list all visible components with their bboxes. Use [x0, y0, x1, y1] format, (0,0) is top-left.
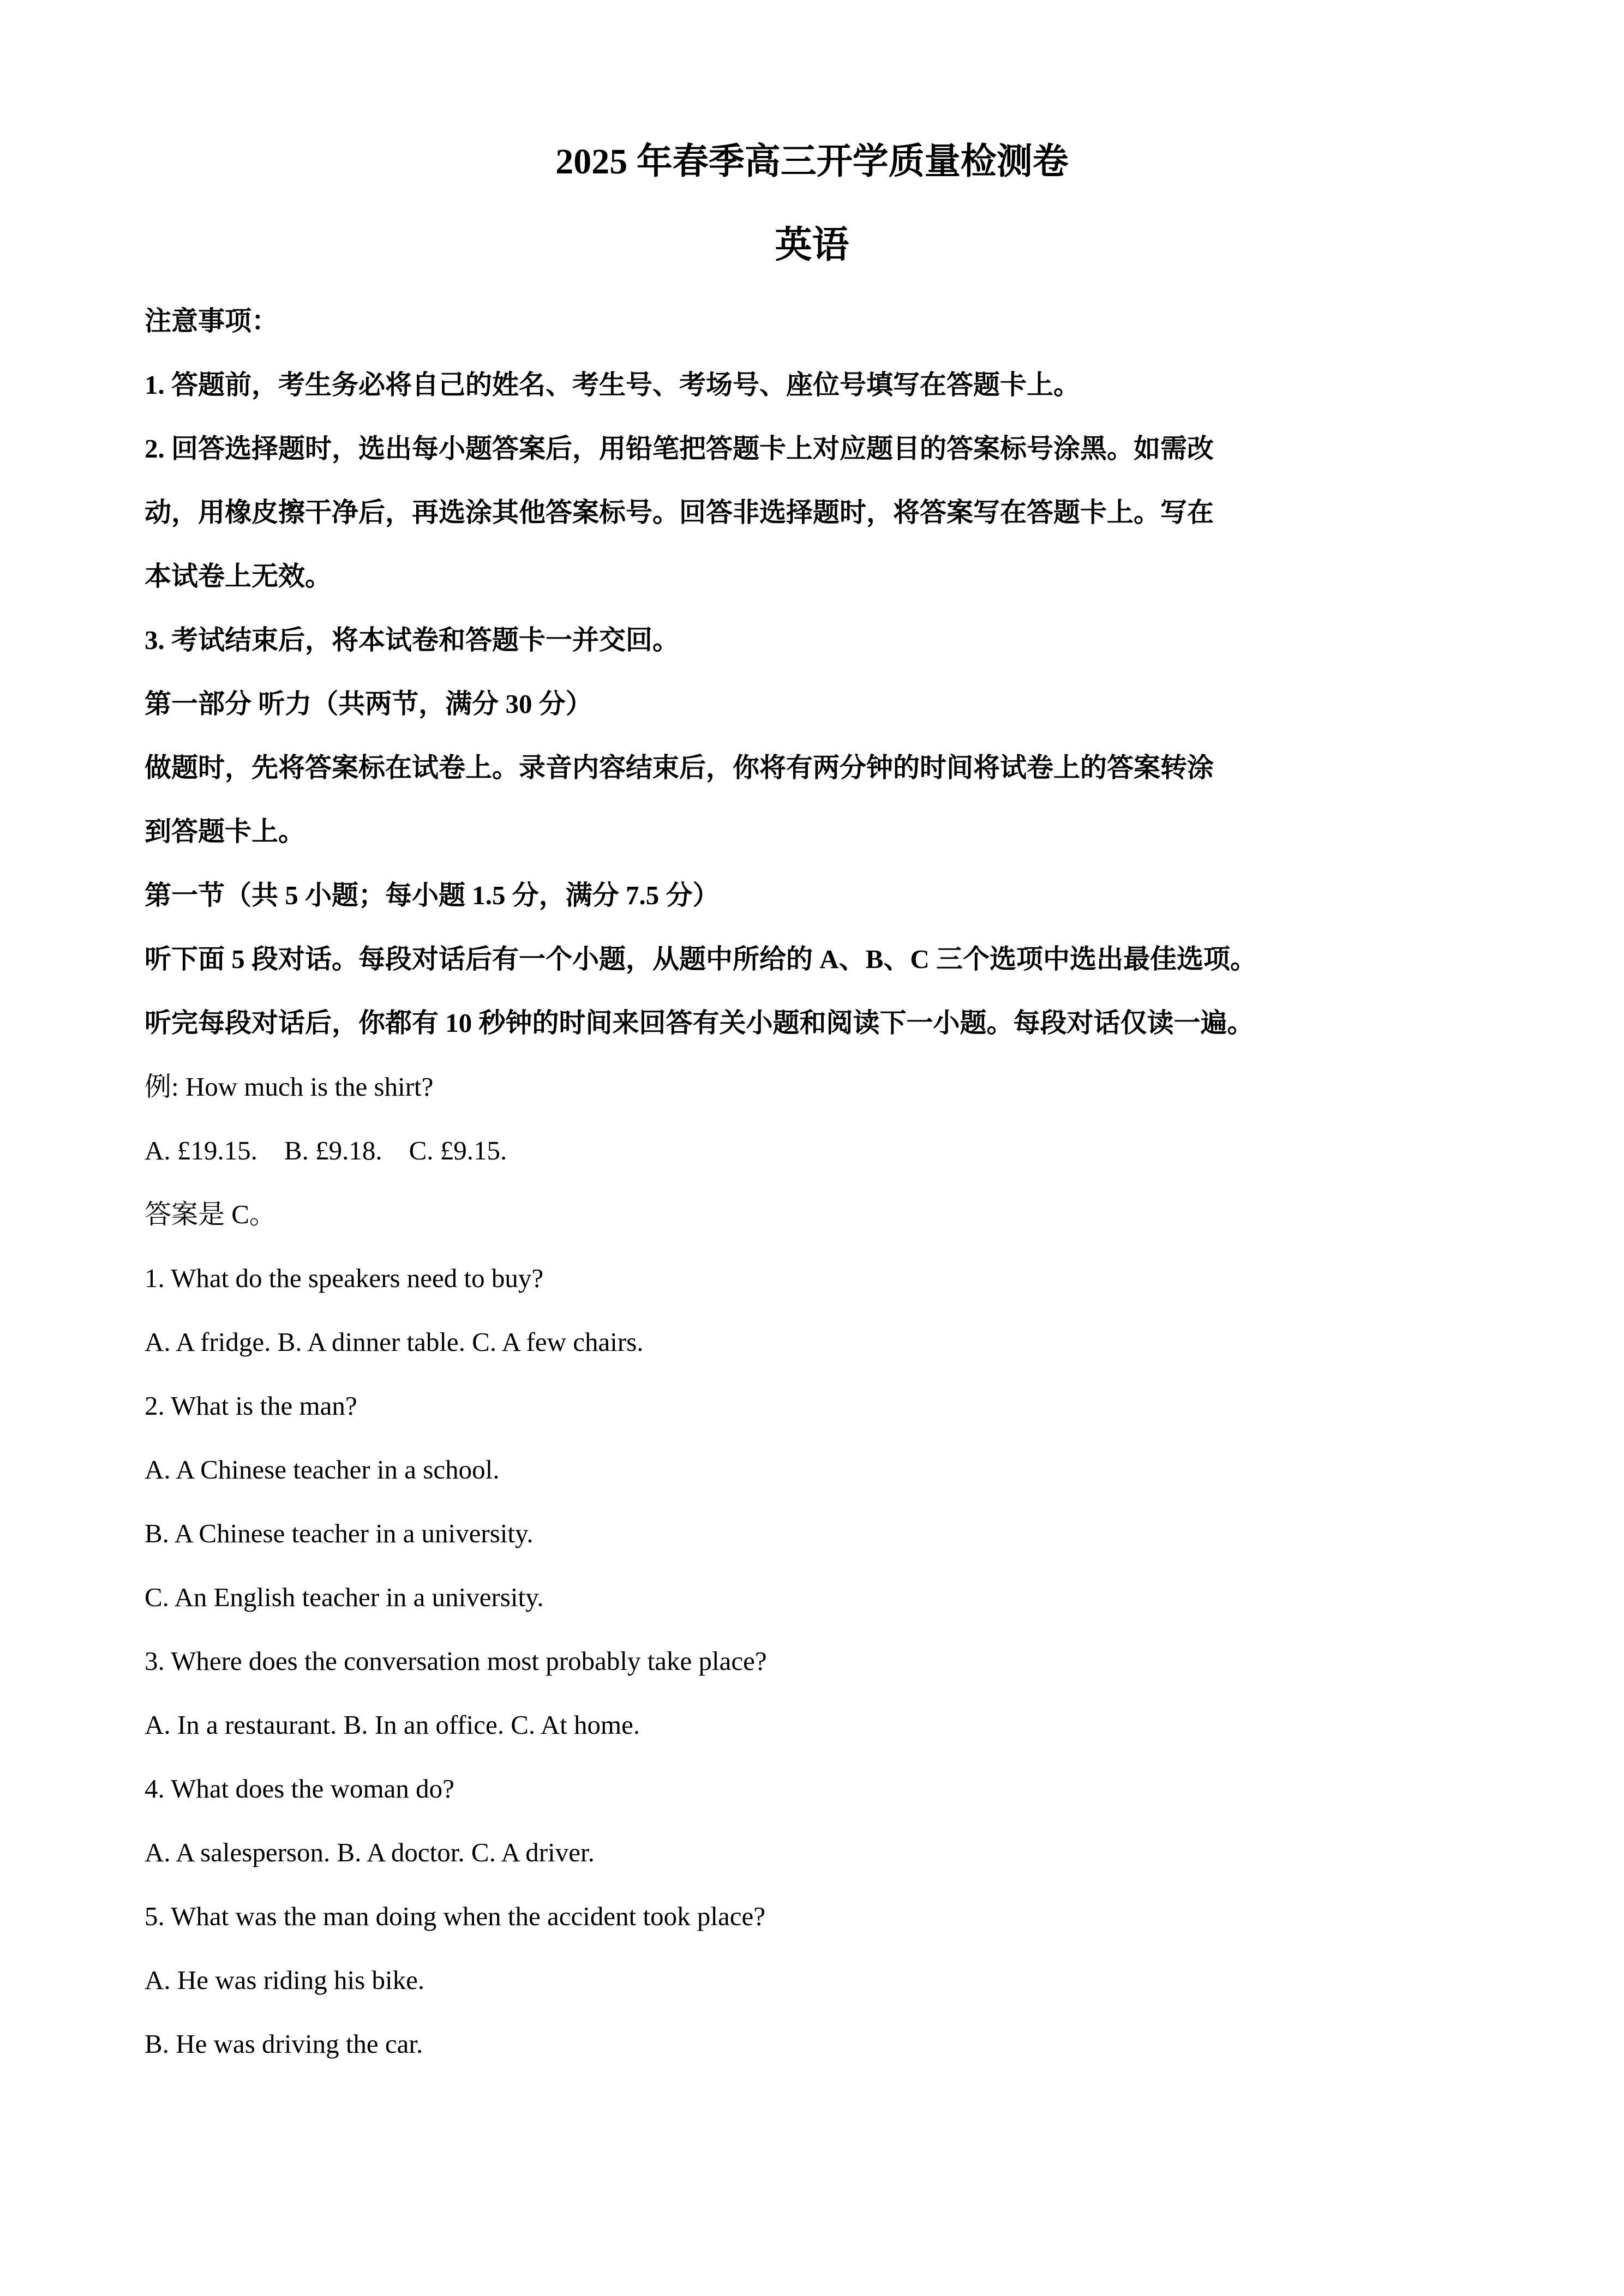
exam-subject: 英语 — [775, 224, 849, 266]
question-5: 5. What was the man doing when the accident took place? — [145, 1901, 765, 1931]
example-question: 例: How much is the shirt? — [145, 1072, 434, 1102]
section1-instructions-line-1: 听下面 5 段对话。每段对话后有一个小题，从题中所给的 A、B、C 三个选项中选出最佳选项。 — [145, 944, 1257, 974]
part1-instructions-line-2: 到答题卡上。 — [145, 816, 305, 846]
question-2-option-a: A. A Chinese teacher in a school. — [145, 1454, 500, 1484]
question-1-options: A. A fridge. B. A dinner table. C. A few chairs. — [145, 1327, 644, 1357]
exam-title: 2025 年春季高三开学质量检测卷 — [555, 142, 1069, 182]
part1-instructions-line-1: 做题时，先将答案标在试卷上。录音内容结束后，你将有两分钟的时间将试卷上的答案转涂 — [145, 753, 1214, 783]
section1-instructions-line-2: 听完每段对话后，你都有 10 秒钟的时间来回答有关小题和阅读下一小题。每段对话仅读一遍。 — [145, 1008, 1254, 1038]
part1-heading: 第一部分 听力（共两节，满分 30 分） — [145, 689, 592, 719]
question-5-option-a: A. He was riding his bike. — [145, 1965, 425, 1995]
example-options: A. £19.15. B. £9.18. C. £9.15. — [145, 1135, 507, 1165]
notice-1: 1. 答题前，考生务必将自己的姓名、考生号、考场号、座位号填写在答题卡上。 — [145, 370, 1081, 400]
example-answer: 答案是 C。 — [145, 1199, 276, 1229]
question-3: 3. Where does the conversation most probably take place? — [145, 1646, 767, 1676]
notice-2-line-1: 2. 回答选择题时，选出每小题答案后，用铅笔把答题卡上对应题目的答案标号涂黑。如需改 — [145, 434, 1214, 464]
question-2-option-b: B. A Chinese teacher in a university. — [145, 1518, 534, 1548]
exam-body — [145, 289, 1493, 2076]
question-3-options: A. In a restaurant. B. In an office. C. At home. — [145, 1710, 640, 1740]
question-5-option-b: B. He was driving the car. — [145, 2029, 423, 2059]
section1-heading: 第一节（共 5 小题；每小题 1.5 分，满分 7.5 分） — [145, 880, 720, 910]
question-1: 1. What do the speakers need to buy? — [145, 1263, 544, 1293]
question-4-options: A. A salesperson. B. A doctor. C. A driver. — [145, 1837, 595, 1867]
notices-heading: 注意事项： — [145, 306, 279, 336]
notice-2-line-2: 动，用橡皮擦干净后，再选涂其他答案标号。回答非选择题时，将答案写在答题卡上。写在 — [145, 497, 1214, 527]
question-2-option-c: C. An English teacher in a university. — [145, 1582, 544, 1612]
question-2: 2. What is the man? — [145, 1391, 357, 1421]
notice-3: 3. 考试结束后，将本试卷和答题卡一并交回。 — [145, 625, 680, 655]
question-4: 4. What does the woman do? — [145, 1774, 454, 1804]
notice-2-line-3: 本试卷上无效。 — [145, 561, 332, 591]
